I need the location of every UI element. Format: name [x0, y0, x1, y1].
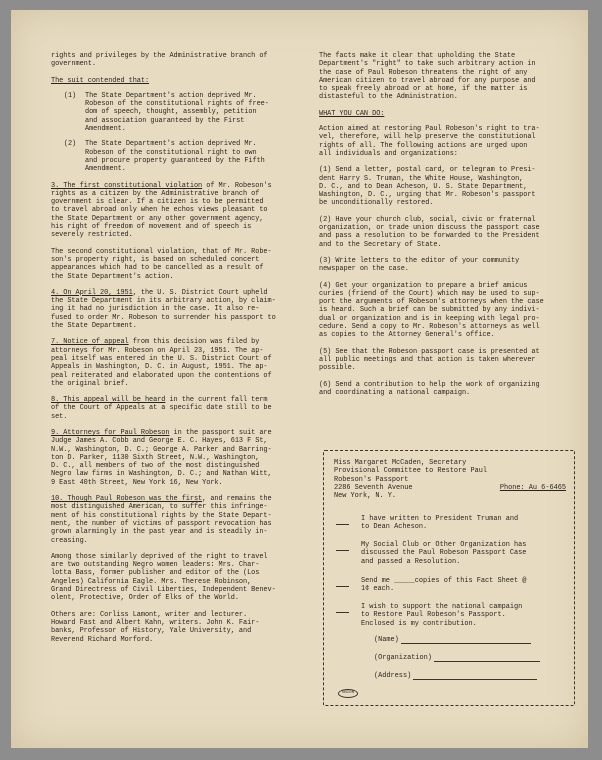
action-intro-paragraph: Action aimed at restoring Paul Robeson's right to tra- vel, therefore, will help preserve the constitutional rights of all. The following actions are urged upon all individuals and organizations:	[319, 125, 540, 158]
name-line[interactable]	[401, 635, 531, 644]
checkbox-blank[interactable]	[336, 577, 349, 587]
left-column	[51, 52, 309, 652]
section-7: 7. Notice of appeal from this decision was filed by attorneys for Mr. Robeson on April 23, 1951. The ap- peal itself was entered in the U. S. District Court of Appeals in Washington, D. C. in August, 1951. The ap- peal reiterated and elaborated upon the contentions of the original brief.	[51, 338, 272, 388]
action-item: (1) Send a letter, postal card, or telegram to Presi- dent Harry S. Truman, the White House, Washington, D. C., and to Dean Acheson, U. S. State Department, Washington, D. C., urging that Mr. Robeson's passport be unconditionally restored.	[319, 166, 536, 208]
contended-list	[51, 92, 309, 174]
organization-line[interactable]	[434, 653, 540, 662]
what-you-can-do-heading: WHAT YOU CAN DO:	[319, 109, 385, 118]
action-item: (4) Get your organization to prepare a brief amicus curies (friend of the Court) which may be used to sup- port the arguments of Robeson's attorneys when the case is heard. Such a brief can be submitted by any indivi- dual or organization and is in keeping with legal pro- cedure. Send a copy to Mr. Robeson's attorneys as well as copies to the Attorney General's office.	[319, 281, 544, 340]
checkbox-blank[interactable]	[336, 541, 349, 551]
list-item: (1) The State Department's action deprived Mr. Robeson of the constitutional rights of free- dom of speech, thought, assembly, petition and association guaranteed by the First Amendment.	[63, 91, 269, 134]
checkbox-send-copies[interactable]: Send me _____copies of this Fact Sheet @ 1¢ each.	[336, 577, 551, 594]
checkbox-blank[interactable]	[336, 603, 349, 613]
checkbox-club-resolution[interactable]: My Social Club or Other Organization has discussed the Paul Robeson Passport Case and passed a Resolution.	[336, 541, 551, 566]
phone-number: Phone: Au 6-6465	[499, 484, 566, 492]
checkbox-contribution[interactable]: I wish to support the national campaign to Restore Paul Robeson's Passport. Enclosed is my contribution.	[336, 603, 551, 628]
address-line[interactable]	[413, 671, 537, 680]
action-item: (3) Write letters to the editor of your community newspaper on the case.	[319, 256, 520, 274]
right-column	[319, 52, 574, 405]
organization-field[interactable]: (Organization)	[374, 653, 540, 662]
facts-paragraph: The facts make it clear that upholding the State Department's "right" to take such arbitrary action in the case of Paul Robeson threatens the right of any American citizen to travel abroad for any purpose and to speak freely abroad or at home, if the matter is distasteful to the Administration.	[319, 52, 536, 102]
among-paragraph: Among those similarly deprived of the right to travel are two outstanding Negro women leaders: Mrs. Char- lotta Bass, former publisher and editor of the (Los Angeles) California Eagle. Mrs. Therese Robinson, Grand Directress of Civil Liberties, Independent Benev- olent, Protective, Order of Elks of the World.	[51, 552, 276, 603]
address-field[interactable]: (Address)	[374, 671, 537, 680]
response-coupon	[323, 450, 575, 706]
second-violation-paragraph: The second constitutional violation, that of Mr. Robe- son's property right, is based on scheduled concert appearances which had to be cancelled as a result of the State Department's action.	[51, 247, 272, 281]
section-9: 9. Attorneys for Paul Robeson in the passport suit are Judge James A. Cobb and George E. C. Hayes, 613 F St, N.W., Washington, D. C.; George A. Parker and Barring- ton D. Parker, 1130 Sixth Street, N.W., Washington, D. C., all members of two of the most distinguished Negro law firms in Washington, D. C.; and Nathan Witt, 9 East 40th Street, New York 16, New York.	[51, 428, 272, 487]
section-3: 3. The first constitutional violation of Mr. Robeson's rights as a citizen by the Administrative branch of government is clear. If a citizen is to be permitted to travel abroad only when he echos views pleasant to the State Department or any other government agency, his right of freedom of movement and of speech is severely restricted.	[51, 181, 272, 240]
action-item: (2) Have your church club, social, civic or fraternal organization, or trade union discuss the passport case and pass a resolution to be forwarded to the President and to the Secretary of State.	[319, 215, 540, 249]
suit-contended-heading: The suit contended that:	[51, 76, 150, 85]
others-paragraph: Others are: Corliss Lamont, writer and lecturer. Howard Fast and Albert Kahn, writers. John K. Fair- banks, Professor of History, Yale University, and Reverend Richard Morford.	[51, 610, 260, 644]
checkbox-blank[interactable]	[336, 515, 349, 525]
section-4: 4. On April 20, 1951, the U. S. District Court upheld the State Department in its arbitrary action, by claim- ing it had no jurisdiction in the case. It also re- fused to order Mr. Robeson to surrender his passport to the State Department.	[51, 288, 276, 331]
checkbox-written-truman[interactable]: I have written to President Truman and to Dean Acheson.	[336, 515, 551, 532]
document-page	[11, 10, 588, 748]
action-item: (5) See that the Robeson passport case is presented at all public meetings and that action is taken wherever possible.	[319, 347, 540, 373]
union-bug-logo: UNION	[338, 689, 358, 698]
name-field[interactable]: (Name)	[374, 635, 531, 644]
list-item: (2) The State Department's action deprived Mr. Robeson of the constitutional right to own and procure property guaranteed by the Fifth Amendment.	[63, 140, 265, 174]
action-item: (6) Send a contribution to help the work of organizing and coordinating a national campaign.	[319, 380, 540, 397]
section-10: 10. Though Paul Robeson was the first, and remains the most distinguished American, to suffer this infringe- ment of his constitutional rights by the State Depart- ment, the number of victims of passport revocation has grown alarmingly in the past year and is steadily in- creasing.	[51, 495, 272, 545]
committee-address: Miss Margaret McCaden, Secretary Provisional Committee to Restore Paul Robeson's Passport 2286 Seventh Avenue New York, N. Y.	[334, 459, 487, 501]
section-8: 8. This appeal will be heard in the current fall term of the Court of Appeals at a specific date still to be set.	[51, 396, 272, 421]
intro-paragraph: rights and privileges by the Administrative branch of government.	[51, 52, 268, 69]
